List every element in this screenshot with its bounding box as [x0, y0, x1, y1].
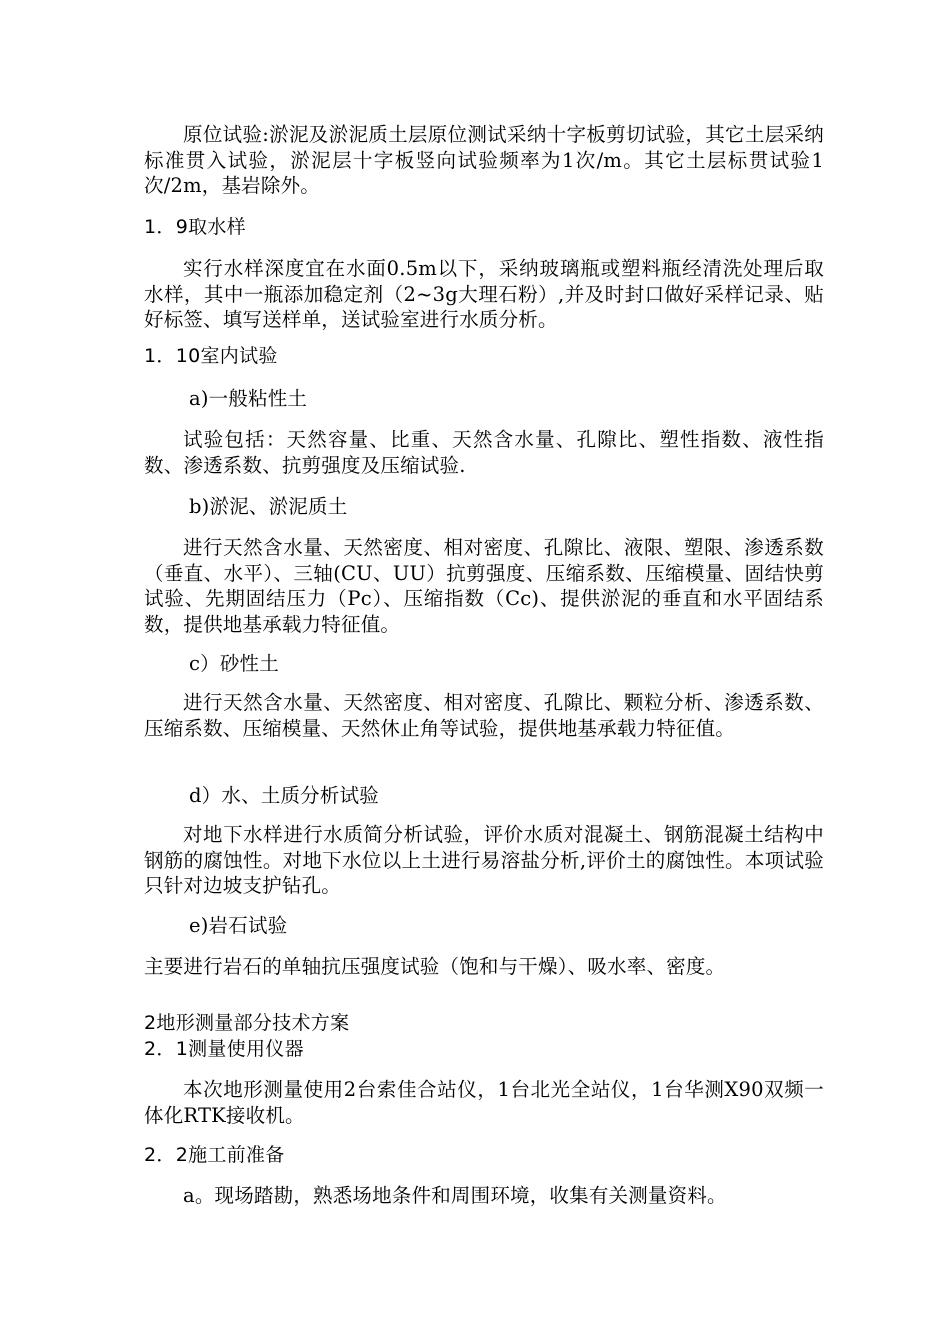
heading-2-1: 2．1测量使用仪器: [144, 1038, 304, 1060]
paragraph-e: 主要进行岩石的单轴抗压强度试验（饱和与干燥）、吸水率、密度。: [144, 955, 726, 978]
paragraph-b: 进行天然含水量、天然密度、相对密度、孔隙比、液限、塑限、渗透系数（垂直、水平）、三轴(CU、UU）抗剪强度、压缩系数、压缩模量、固结快剪试验、先期固结压力（Pc）、压缩指数（Cc)、提供淤泥的垂直和水平固结系数，提供地基承载力特征值。: [144, 536, 824, 636]
paragraph-2-1: 本次地形测量使用2台索佳合站仪，1台北光全站仪，1台华测X90双频一体化RTK接收机。: [144, 1078, 824, 1127]
subheading-c: c）砂性土: [189, 652, 279, 675]
paragraph-water-sampling: 实行水样深度宜在水面0.5m以下，采纳玻璃瓶或塑料瓶经清洗处理后取水样，其中一瓶添加稳定剂（2~3g大理石粉）,并及时封口做好采样记录、贴好标签、填写送样单，送试验室进行水质分析。: [144, 257, 824, 331]
paragraph-in-situ-test: 原位试验:淤泥及淤泥质土层原位测试采纳十字板剪切试验，其它土层采纳标准贯入试验，淤泥层十字板竖向试验频率为1次/m。其它土层标贯试验1次/2m，基岩除外。: [144, 123, 824, 197]
heading-1-9: 1．9取水样: [144, 216, 246, 238]
heading-2: 2地形测量部分技术方案: [144, 1012, 350, 1034]
heading-1-10: 1．10室内试验: [144, 345, 278, 367]
paragraph-d: 对地下水样进行水质简分析试验，评价水质对混凝土、钢筋混凝土结构中钢筋的腐蚀性。对地下水位以上土进行易溶盐分析,评价土的腐蚀性。本项试验只针对边坡支护钻孔。: [144, 823, 824, 897]
subheading-a: a)一般粘性土: [189, 387, 308, 410]
paragraph-a: 试验包括：天然容量、比重、天然含水量、孔隙比、塑性指数、液性指数、渗透系数、抗剪强度及压缩试验.: [144, 428, 824, 477]
subheading-e: e)岩石试验: [189, 914, 288, 937]
subheading-d: d）水、土质分析试验: [189, 784, 379, 807]
paragraph-c: 进行天然含水量、天然密度、相对密度、孔隙比、颗粒分析、渗透系数、压缩系数、压缩模量、天然休止角等试验，提供地基承载力特征值。: [144, 691, 824, 740]
heading-2-2: 2．2施工前准备: [144, 1144, 285, 1166]
paragraph-2-2-a: a。现场踏勘，熟悉场地条件和周围环境，收集有关测量资料。: [183, 1184, 727, 1207]
subheading-b: b)淤泥、淤泥质土: [189, 495, 348, 518]
